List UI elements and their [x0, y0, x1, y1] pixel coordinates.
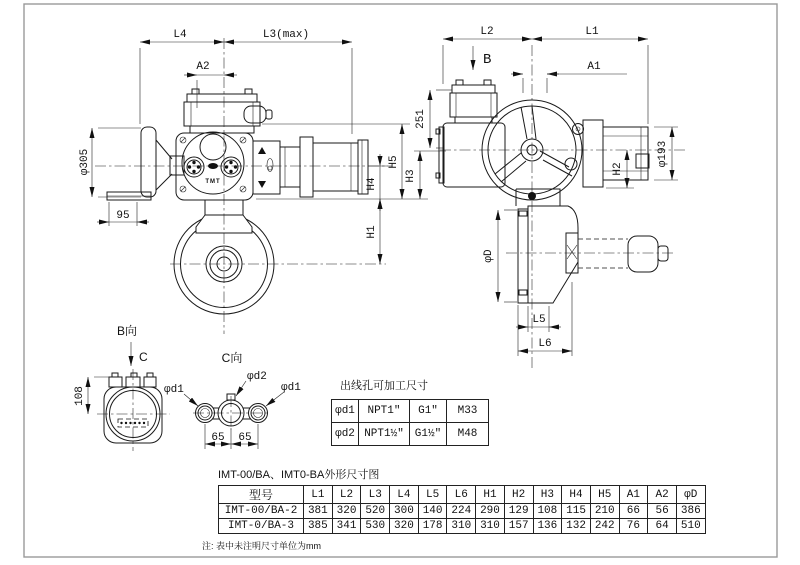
cell: 56	[648, 504, 677, 519]
dimension-table-row	[219, 504, 706, 519]
dim-L3max: L3(max)	[262, 29, 310, 41]
close-arrow-icon	[258, 181, 266, 188]
cell: φd1	[332, 400, 359, 423]
cell: 129	[504, 504, 533, 519]
dim-phi193: φ193	[657, 140, 669, 168]
b-view-title: B向	[116, 324, 138, 338]
cell: 341	[332, 519, 361, 534]
c-view-title: C向	[221, 351, 243, 365]
c-view-drawing	[164, 351, 301, 449]
dimension-table-section	[202, 466, 706, 552]
cell: 385	[304, 519, 333, 534]
cell: 115	[562, 504, 591, 519]
cell: 132	[562, 519, 591, 534]
cell-model: IMT-0/BA-3	[219, 519, 304, 534]
dim-H5: H5	[388, 155, 400, 169]
cell: 178	[418, 519, 447, 534]
cell: 300	[390, 504, 419, 519]
col-header: L6	[447, 486, 476, 504]
col-header: 型号	[219, 486, 304, 504]
cell: 310	[476, 519, 505, 534]
cell: 310	[447, 519, 476, 534]
cell: 320	[390, 519, 419, 534]
dim-251: 251	[415, 109, 427, 129]
label-phid2: φd2	[247, 371, 267, 383]
col-header: A2	[648, 486, 677, 504]
dimension-table-title: IMT-00/BA、IMT0-BA外形尺寸图	[218, 469, 380, 481]
cell: 224	[447, 504, 476, 519]
cell: 242	[590, 519, 619, 534]
cell: 386	[676, 504, 705, 519]
col-header: L2	[332, 486, 361, 504]
front-view-drawing	[436, 45, 688, 368]
col-header: L1	[304, 486, 333, 504]
cell: 520	[361, 504, 390, 519]
dim-L5: L5	[532, 314, 546, 326]
cell: G1″	[410, 400, 447, 423]
cell: M48	[447, 423, 489, 446]
b-view-drawing	[74, 324, 170, 451]
cell: 108	[533, 504, 562, 519]
cell-model: IMT-00/BA-2	[219, 504, 304, 519]
cell: 64	[648, 519, 677, 534]
dim-65-left: 65	[211, 432, 225, 444]
dim-65-right: 65	[238, 432, 252, 444]
cell: M33	[447, 400, 489, 423]
col-header: L3	[361, 486, 390, 504]
col-header: φD	[676, 486, 705, 504]
dim-phi305: φ305	[79, 148, 91, 176]
dim-A2: A2	[196, 61, 210, 73]
col-header: H3	[533, 486, 562, 504]
dim-L2: L2	[480, 26, 494, 38]
cell: 320	[332, 504, 361, 519]
dim-L6: L6	[538, 338, 552, 350]
table-note: 注: 表中未注明尺寸单位为mm	[202, 541, 321, 551]
cell: 136	[533, 519, 562, 534]
cell: 381	[304, 504, 333, 519]
view-arrow-C: C	[139, 350, 148, 364]
dim-H2: H2	[612, 162, 624, 176]
col-header: H1	[476, 486, 505, 504]
side-view-dimensions	[79, 29, 446, 264]
label-phid1-left: φd1	[164, 384, 184, 396]
cell: 140	[418, 504, 447, 519]
hole-table-title: 出线孔可加工尺寸	[340, 380, 428, 392]
dim-95: 95	[116, 210, 130, 222]
dim-A1: A1	[587, 61, 601, 73]
cell: φd2	[332, 423, 359, 446]
hole-table-row	[332, 400, 489, 423]
dimension-table	[218, 485, 706, 534]
label-phid1-right: φd1	[281, 382, 301, 394]
dimension-table-header-row	[219, 486, 706, 504]
col-header: L4	[390, 486, 419, 504]
col-header: H2	[504, 486, 533, 504]
cell: 76	[619, 519, 648, 534]
hole-table-section	[331, 377, 489, 446]
dimension-table-row	[219, 519, 706, 534]
dim-L1: L1	[585, 26, 599, 38]
side-view-drawing	[95, 38, 392, 334]
dim-phiD: φD	[483, 249, 495, 263]
dim-L4: L4	[173, 29, 187, 41]
cell: NPT1″	[359, 400, 410, 423]
cell: 66	[619, 504, 648, 519]
cell: 210	[590, 504, 619, 519]
cell: 290	[476, 504, 505, 519]
col-header: H4	[562, 486, 591, 504]
hole-table	[331, 399, 489, 446]
col-header: L5	[418, 486, 447, 504]
dim-H3: H3	[405, 169, 417, 183]
col-header: H5	[590, 486, 619, 504]
brand-text: TMT	[205, 179, 221, 185]
dim-108: 108	[74, 386, 86, 406]
cell: 510	[676, 519, 705, 534]
cell: 157	[504, 519, 533, 534]
dim-H4: H4	[366, 177, 378, 191]
cell: 530	[361, 519, 390, 534]
col-header: A1	[619, 486, 648, 504]
hole-table-row	[332, 423, 489, 446]
cell: NPT1½″	[359, 423, 410, 446]
dim-H1: H1	[366, 225, 378, 239]
cell: G1½″	[410, 423, 447, 446]
open-arrow-icon	[258, 147, 266, 154]
front-view-dimensions	[415, 26, 678, 356]
view-arrow-B: B	[483, 52, 492, 68]
